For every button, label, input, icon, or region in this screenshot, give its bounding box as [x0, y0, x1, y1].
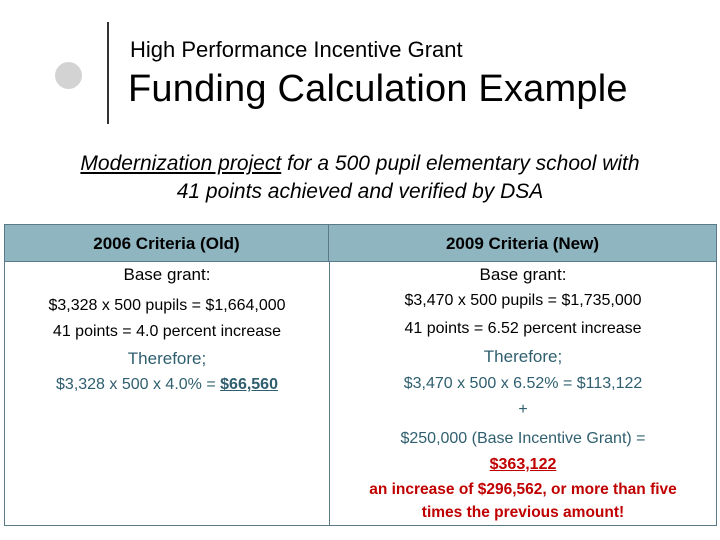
- new-calc-pupils: $3,470 x 500 pupils = $1,735,000: [404, 292, 642, 309]
- new-base-incentive: $250,000 (Base Incentive Grant) =: [400, 430, 646, 447]
- old-base-label: Base grant:: [123, 265, 211, 284]
- old-result: [5, 376, 329, 394]
- intro-line1-rest: for a 500 pupil elementary school with: [281, 152, 640, 175]
- old-calc-points: 41 points = 4.0 percent increase: [52, 323, 282, 340]
- new-calc-points: 41 points = 6.52 percent increase: [404, 320, 642, 337]
- criteria-comparison-table: [4, 224, 717, 526]
- column-header-new: 2009 Criteria (New): [329, 225, 716, 262]
- bullet-circle-icon: [55, 62, 82, 89]
- new-total: $363,122: [489, 456, 557, 473]
- new-note-line2: times the previous amount!: [421, 504, 625, 521]
- old-result-value: $66,560: [220, 376, 278, 393]
- intro-underlined: Modernization project: [80, 152, 282, 175]
- intro-text: [20, 150, 700, 206]
- new-plus: +: [518, 401, 528, 418]
- intro-line2: 41 points achieved and verified by DSA: [176, 180, 544, 203]
- new-therefore: Therefore;: [483, 347, 563, 366]
- old-therefore: Therefore;: [127, 349, 207, 368]
- column-header-old: 2006 Criteria (Old): [5, 225, 329, 262]
- new-note-line1: an increase of $296,562, or more than five: [369, 481, 677, 498]
- old-calc-pupils: $3,328 x 500 pupils = $1,664,000: [48, 297, 286, 314]
- slide-subtitle: High Performance Incentive Grant: [130, 37, 463, 62]
- title-divider: [107, 22, 109, 124]
- new-base-label: Base grant:: [479, 265, 567, 284]
- old-result-prefix: $3,328 x 500 x 4.0% =: [56, 376, 221, 393]
- new-result: $3,470 x 500 x 6.52% = $113,122: [403, 375, 643, 392]
- slide-title: Funding Calculation Example: [128, 68, 628, 110]
